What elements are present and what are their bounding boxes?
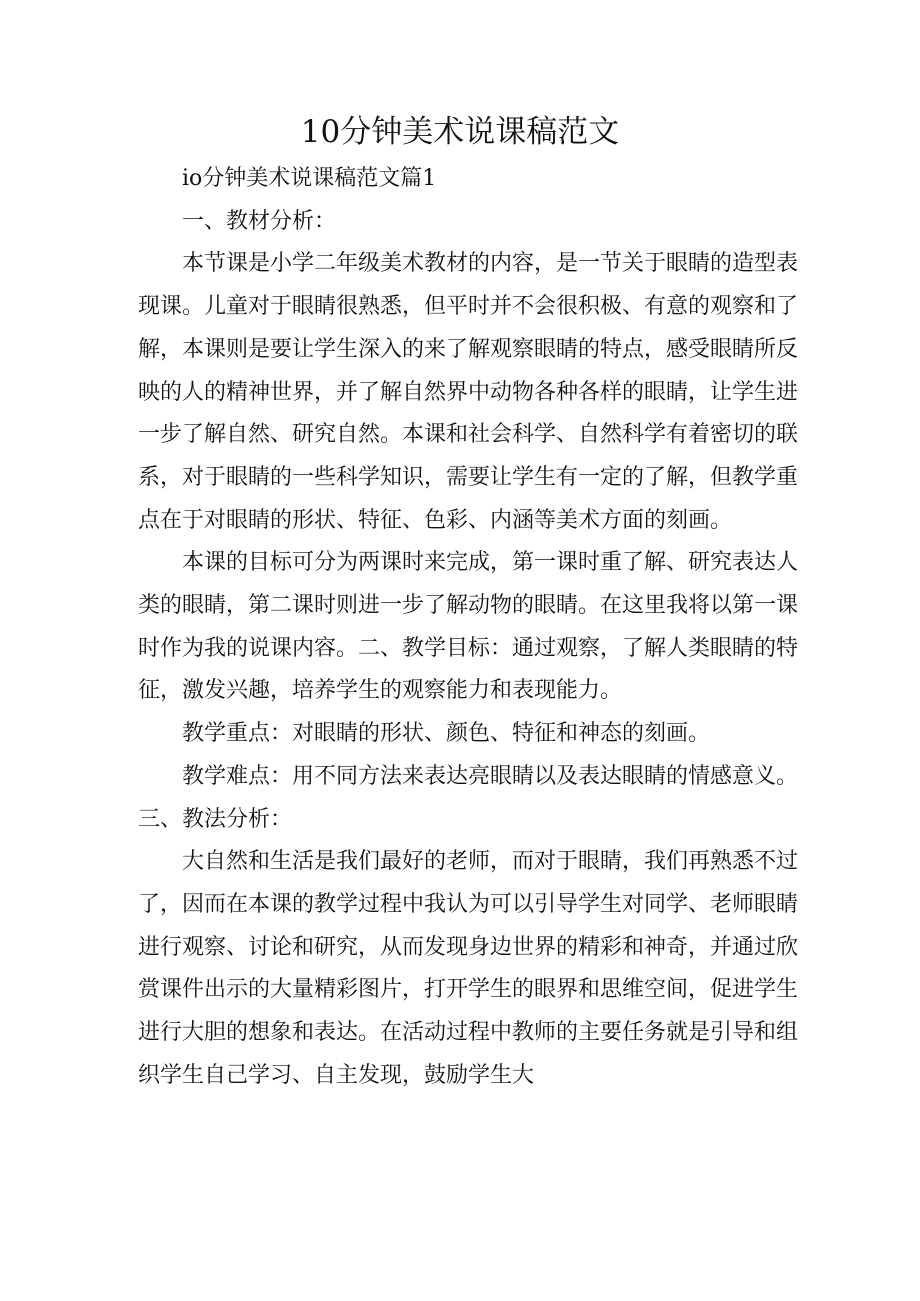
document-body [138, 158, 798, 1097]
paragraph-section-heading: 一、教材分析： [182, 208, 337, 234]
paragraph-material-analysis: 本节课是小学二年级美术教材的内容，是一节关于眼睛的造型表现课。儿童对于眼睛很熟悉，但平时并不会很积极、有意的观察和了解，本课则是要让学生深入的来了解观察眼睛的特点，感受眼睛所反映的人的精神世界，并了解自然界中动物各种各样的眼睛，让学生进一步了解自然、研究自然。本课和社会科学、自然科学有着密切的联系，对于眼睛的一些科学知识，需要让学生有一定的了解，但教学重点在于对眼睛的形状、特征、色彩、内涵等美术方面的刻画。 [138, 251, 799, 533]
paragraph-lesson-goals: 本课的目标可分为两课时来完成，第一课时重了解、研究表达人类的眼睛，第二课时则进一步了解动物的眼睛。在这里我将以第一课时作为我的说课内容。二、教学目标：通过观察，了解人类眼睛的特征，激发兴趣，培养学生的观察能力和表现能力。 [138, 550, 799, 704]
paragraph-subtitle: io分钟美术说课稿范文篇1 [182, 166, 437, 191]
paragraph-difficult-point: 教学难点：用不同方法来表达亮眼睛以及表达眼睛的情感意义。三、教法分析： [138, 763, 799, 832]
document-title: 10分钟美术说课稿范文 [300, 114, 620, 150]
paragraph-teaching-method: 大自然和生活是我们最好的老师，而对于眼睛，我们再熟悉不过了，因而在本课的教学过程中我认为可以引导学生对同学、老师眼睛进行观察、讨论和研究，从而发现身边世界的精彩和神奇，并通过欣赏课件出示的大量精彩图片，打开学生的眼界和思维空间，促进学生进行大胆的想象和表达。在活动过程中教师的主要任务就是引导和组织学生自己学习、自主发现，鼓励学生大 [138, 849, 799, 1088]
paragraph-key-point: 教学重点：对眼睛的形状、颜色、特征和神态的刻画。 [182, 721, 711, 747]
